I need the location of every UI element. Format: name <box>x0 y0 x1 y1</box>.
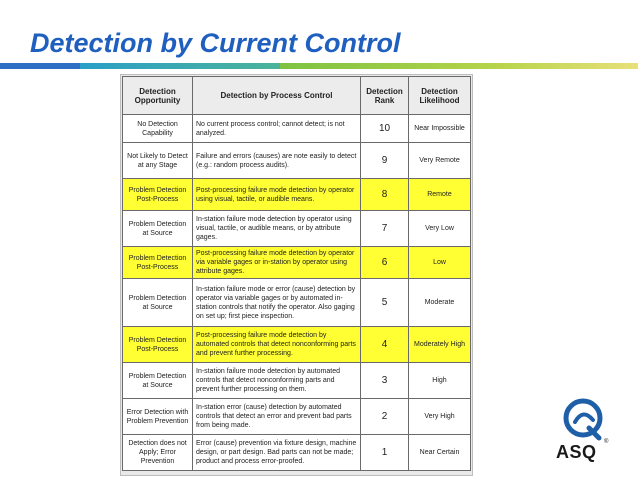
cell-control: No current process control; cannot detect; is not analyzed. <box>193 115 361 143</box>
cell-likelihood: Near Impossible <box>409 115 471 143</box>
table-row <box>123 179 471 211</box>
cell-opportunity: Error Detection with Problem Prevention <box>123 399 193 435</box>
cell-control: In-station failure mode or error (cause) detection by operator via variable gages or by automated in-station controls that notify the operator. Also gaging on set up; first piece inspection. <box>193 279 361 327</box>
table-row <box>123 143 471 179</box>
cell-rank: 9 <box>361 143 409 179</box>
cell-control: Post-processing failure mode detection by automated controls that detect nonconforming parts and prevent further processing. <box>193 327 361 363</box>
cell-rank: 2 <box>361 399 409 435</box>
cell-likelihood: Very Remote <box>409 143 471 179</box>
cell-control: Error (cause) prevention via fixture design, machine design, or part design. Bad parts can not be made; product and process error-proofed. <box>193 435 361 471</box>
cell-likelihood: High <box>409 363 471 399</box>
cell-likelihood: Moderate <box>409 279 471 327</box>
cell-control: In-station failure mode detection by operator using visual, tactile, or audible means, or by attribute gages. <box>193 211 361 247</box>
registered-mark: ® <box>604 439 609 445</box>
cell-rank: 1 <box>361 435 409 471</box>
header-rank: Detection Rank <box>361 77 409 115</box>
cell-likelihood: Low <box>409 247 471 279</box>
table-row <box>123 279 471 327</box>
cell-control: In-station failure mode detection by automated controls that detect nonconforming parts and prevent further processing on them. <box>193 363 361 399</box>
cell-rank: 10 <box>361 115 409 143</box>
header-likelihood: Detection Likelihood <box>409 77 471 115</box>
cell-rank: 5 <box>361 279 409 327</box>
cell-likelihood: Very Low <box>409 211 471 247</box>
table-row <box>123 211 471 247</box>
table-row <box>123 327 471 363</box>
cell-opportunity: Problem Detection Post-Process <box>123 327 193 363</box>
title-bar-blue-segment <box>0 63 80 69</box>
table-header-row <box>123 77 471 115</box>
cell-opportunity: Problem Detection at Source <box>123 279 193 327</box>
cell-control: In-station error (cause) detection by automated controls that detect an error and prevent bad parts from being made. <box>193 399 361 435</box>
cell-opportunity: Not Likely to Detect at any Stage <box>123 143 193 179</box>
table-row <box>123 363 471 399</box>
cell-rank: 7 <box>361 211 409 247</box>
header-control: Detection by Process Control <box>193 77 361 115</box>
cell-likelihood: Very High <box>409 399 471 435</box>
asq-logo-text: ASQ <box>556 442 597 462</box>
cell-likelihood: Near Certain <box>409 435 471 471</box>
table-row <box>123 399 471 435</box>
cell-control: Failure and errors (causes) are note easily to detect (e.g.: random process audits). <box>193 143 361 179</box>
detection-table <box>122 76 471 471</box>
table-row <box>123 115 471 143</box>
cell-rank: 3 <box>361 363 409 399</box>
cell-likelihood: Moderately High <box>409 327 471 363</box>
title-bar-green-segment <box>280 63 638 69</box>
cell-opportunity: Problem Detection at Source <box>123 363 193 399</box>
cell-opportunity: Detection does not Apply; Error Prevention <box>123 435 193 471</box>
cell-rank: 6 <box>361 247 409 279</box>
table-row <box>123 435 471 471</box>
cell-rank: 8 <box>361 179 409 211</box>
cell-rank: 4 <box>361 327 409 363</box>
header-opportunity: Detection Opportunity <box>123 77 193 115</box>
cell-opportunity: Problem Detection at Source <box>123 211 193 247</box>
table-row <box>123 247 471 279</box>
cell-opportunity: Problem Detection Post-Process <box>123 247 193 279</box>
cell-opportunity: Problem Detection Post-Process <box>123 179 193 211</box>
cell-likelihood: Remote <box>409 179 471 211</box>
cell-control: Post-processing failure mode detection by operator using visual, tactile, or audible means. <box>193 179 361 211</box>
title-bar-teal-segment <box>80 63 280 69</box>
slide-title: Detection by Current Control <box>30 28 401 58</box>
cell-opportunity: No Detection Capability <box>123 115 193 143</box>
title-underline-bar <box>0 63 638 69</box>
cell-control: Post-processing failure mode detection by operator via variable gages or in-station by operator using attribute gages. <box>193 247 361 279</box>
